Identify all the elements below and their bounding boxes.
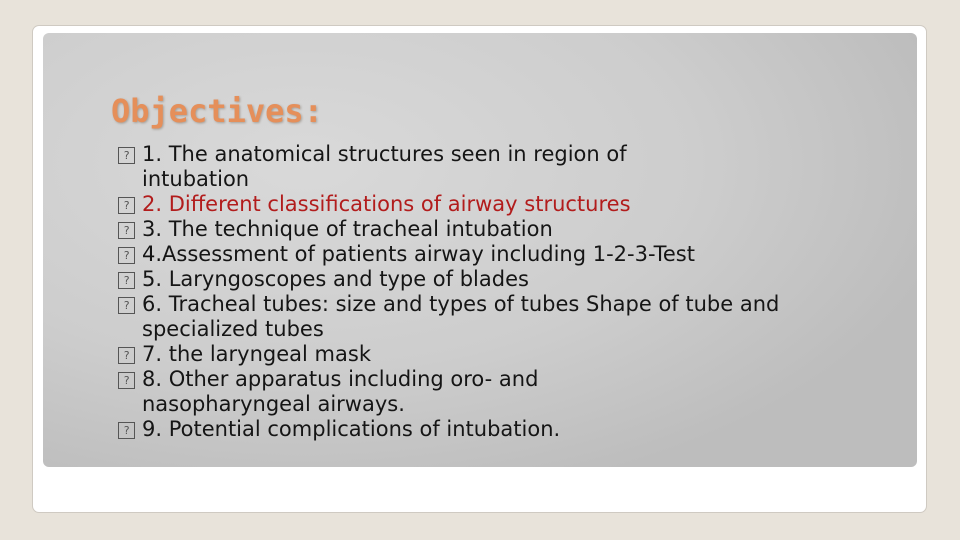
objective-text-9: 9. Potential complications of intubation. <box>142 417 561 441</box>
objective-item-2 <box>118 192 818 217</box>
objective-item-3 <box>118 217 818 242</box>
unknown-glyph-box-icon: ? <box>118 347 135 364</box>
unknown-glyph-box-icon: ? <box>118 247 135 264</box>
unknown-glyph-box-icon: ? <box>118 372 135 389</box>
objective-item-5 <box>118 267 818 292</box>
objectives-list <box>118 142 818 442</box>
objective-text-5: 5. Laryngoscopes and type of blades <box>142 267 529 291</box>
objective-text-6: 6. Tracheal tubes: size and types of tubes Shape of tube and specialized tubes <box>142 292 780 341</box>
objective-item-9 <box>118 417 818 442</box>
unknown-glyph-box-icon: ? <box>118 197 135 214</box>
unknown-glyph-box-icon: ? <box>118 147 135 164</box>
objective-item-8 <box>118 367 642 417</box>
objective-text-3: 3. The technique of tracheal intubation <box>142 217 553 241</box>
objective-item-6 <box>118 292 802 342</box>
unknown-glyph-box-icon: ? <box>118 222 135 239</box>
unknown-glyph-box-icon: ? <box>118 272 135 289</box>
objective-item-1 <box>118 142 732 192</box>
objective-item-7 <box>118 342 818 367</box>
objective-text-7: 7. the laryngeal mask <box>142 342 371 366</box>
objective-text-1: 1. The anatomical structures seen in region of intubation <box>142 142 627 191</box>
unknown-glyph-box-icon: ? <box>118 297 135 314</box>
objective-text-4: 4.Assessment of patients airway including 1-2-3-Test <box>142 242 695 266</box>
unknown-glyph-box-icon: ? <box>118 422 135 439</box>
objective-item-4 <box>118 242 818 267</box>
slide-title: Objectives: <box>111 92 323 130</box>
objective-text-8: 8. Other apparatus including oro- and nasopharyngeal airways. <box>142 367 539 416</box>
objective-text-2: 2. Different classifications of airway structures <box>142 192 631 216</box>
